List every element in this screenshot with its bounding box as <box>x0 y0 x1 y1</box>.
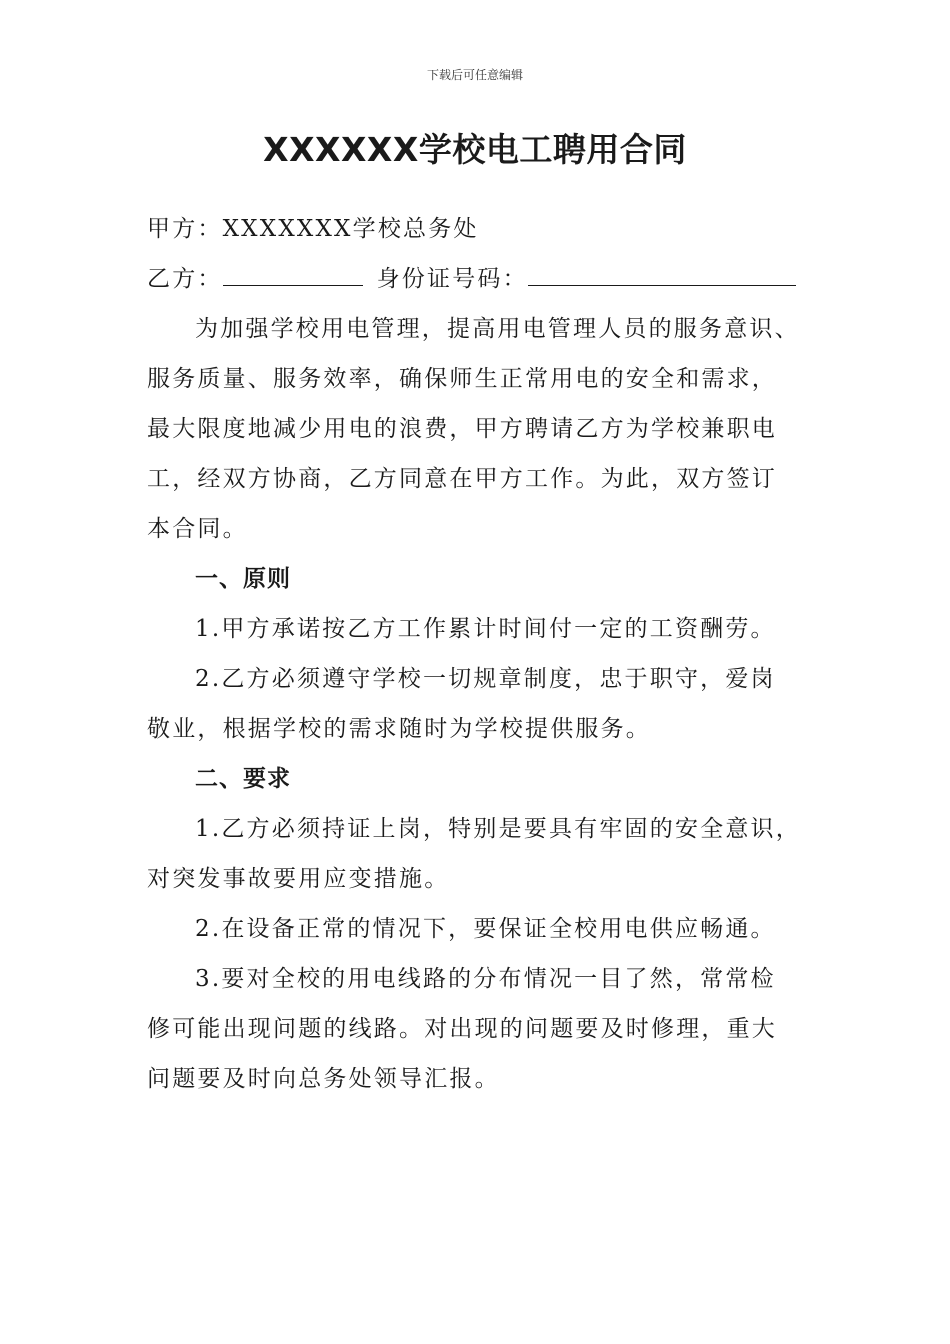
intro-line: 为加强学校用电管理，提高用电管理人员的服务意识、 <box>195 316 800 342</box>
requirement-item-2: 2.在设备正常的情况下，要保证全校用电供应畅通。 <box>195 916 776 942</box>
requirement-item-1-line: 1.乙方必须持证上岗，特别是要具有牢固的安全意识， <box>195 816 801 842</box>
party-b-line <box>147 254 807 304</box>
requirement-item-1-line: 对突发事故要用应变措施。 <box>147 866 450 892</box>
section-heading-principles: 一、原则 <box>195 566 291 592</box>
principle-item-1: 1.甲方承诺按乙方工作累计时间付一定的工资酬劳。 <box>195 616 776 642</box>
party-b-label: 乙方： <box>147 266 223 292</box>
intro-line: 本合同。 <box>147 516 248 542</box>
id-number-blank <box>528 255 796 286</box>
id-number-label: 身份证号码： <box>376 266 528 292</box>
header-note: 下载后可任意编辑 <box>426 68 523 82</box>
requirement-item-3-line: 问题要及时向总务处领导汇报。 <box>147 1066 500 1092</box>
intro-line: 工，经双方协商，乙方同意在甲方工作。为此，双方签订 <box>147 466 777 492</box>
party-b-name-blank <box>223 255 363 286</box>
requirement-item-3-line: 3.要对全校的用电线路的分布情况一目了然，常常检 <box>195 966 776 992</box>
section-heading-requirements: 二、要求 <box>195 766 291 792</box>
contract-title: XXXXXX学校电工聘用合同 <box>263 130 687 169</box>
principle-item-2-line: 2.乙方必须遵守学校一切规章制度，忠于职守，爱岗 <box>195 666 776 692</box>
principle-item-2-line: 敬业，根据学校的需求随时为学校提供服务。 <box>147 716 651 742</box>
intro-line: 最大限度地减少用电的浪费，甲方聘请乙方为学校兼职电 <box>147 416 777 442</box>
party-a-line: 甲方：XXXXXXX学校总务处 <box>147 216 479 242</box>
intro-line: 服务质量、服务效率，确保师生正常用电的安全和需求， <box>147 366 777 392</box>
contract-body <box>147 204 807 1104</box>
requirement-item-3-line: 修可能出现问题的线路。对出现的问题要及时修理，重大 <box>147 1016 777 1042</box>
